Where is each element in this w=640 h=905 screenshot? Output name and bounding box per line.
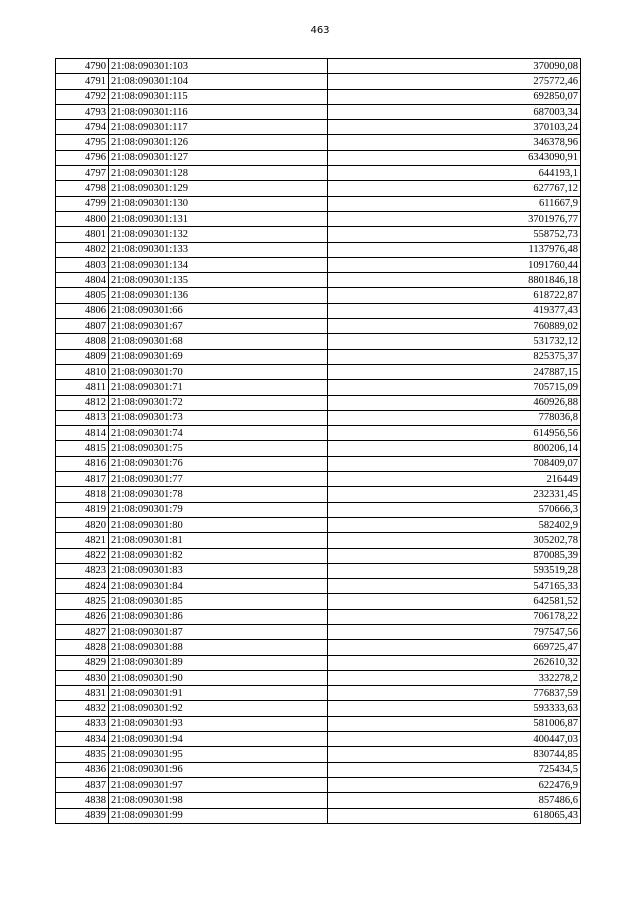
cadastral-value-cell: 346378,96 (328, 135, 581, 150)
row-number-cell: 4796 (56, 150, 109, 165)
cadastral-value-cell: 558752,73 (328, 227, 581, 242)
cadastral-number-cell: 21:08:090301:72 (109, 395, 328, 410)
row-number-cell: 4793 (56, 104, 109, 119)
cadastral-number-cell: 21:08:090301:78 (109, 487, 328, 502)
table-row (56, 257, 581, 272)
cadastral-value-cell: 216449 (328, 472, 581, 487)
table-row (56, 502, 581, 517)
cadastral-value-cell: 857486,6 (328, 793, 581, 808)
table-row (56, 364, 581, 379)
cadastral-value-cell: 622476,9 (328, 777, 581, 792)
table-row (56, 273, 581, 288)
cadastral-number-cell: 21:08:090301:77 (109, 472, 328, 487)
table-row (56, 701, 581, 716)
row-number-cell: 4831 (56, 686, 109, 701)
cadastral-value-cell: 611667,9 (328, 196, 581, 211)
cadastral-number-cell: 21:08:090301:103 (109, 59, 328, 74)
cadastral-value-cell: 687003,34 (328, 104, 581, 119)
cadastral-number-cell: 21:08:090301:89 (109, 655, 328, 670)
table-row (56, 456, 581, 471)
cadastral-number-cell: 21:08:090301:90 (109, 670, 328, 685)
cadastral-number-cell: 21:08:090301:131 (109, 211, 328, 226)
row-number-cell: 4834 (56, 732, 109, 747)
cadastral-value-cell: 669725,47 (328, 640, 581, 655)
table-row (56, 166, 581, 181)
cadastral-value-cell: 582402,9 (328, 517, 581, 532)
cadastral-value-cell: 1137976,48 (328, 242, 581, 257)
cadastral-value-cell: 232331,45 (328, 487, 581, 502)
row-number-cell: 4809 (56, 349, 109, 364)
cadastral-number-cell: 21:08:090301:67 (109, 319, 328, 334)
cadastral-value-cell: 692850,07 (328, 89, 581, 104)
row-number-cell: 4830 (56, 670, 109, 685)
cadastral-number-cell: 21:08:090301:104 (109, 74, 328, 89)
row-number-cell: 4800 (56, 211, 109, 226)
cadastral-value-cell: 6343090,91 (328, 150, 581, 165)
cadastral-value-cell: 460926,88 (328, 395, 581, 410)
table-row (56, 487, 581, 502)
row-number-cell: 4824 (56, 579, 109, 594)
cadastral-value-cell: 614956,56 (328, 426, 581, 441)
cadastral-number-cell: 21:08:090301:86 (109, 609, 328, 624)
row-number-cell: 4825 (56, 594, 109, 609)
row-number-cell: 4817 (56, 472, 109, 487)
cadastral-value-cell: 1091760,44 (328, 257, 581, 272)
table-row (56, 196, 581, 211)
row-number-cell: 4816 (56, 456, 109, 471)
cadastral-number-cell: 21:08:090301:115 (109, 89, 328, 104)
table-row (56, 426, 581, 441)
cadastral-value-cell: 262610,32 (328, 655, 581, 670)
cadastral-value-cell: 618065,43 (328, 808, 581, 823)
row-number-cell: 4833 (56, 716, 109, 731)
cadastral-value-cell: 778036,8 (328, 410, 581, 425)
cadastral-value-cell: 8801846,18 (328, 273, 581, 288)
table-row (56, 609, 581, 624)
cadastral-value-cell: 870085,39 (328, 548, 581, 563)
table-row (56, 319, 581, 334)
cadastral-number-cell: 21:08:090301:133 (109, 242, 328, 257)
table-row (56, 517, 581, 532)
cadastral-value-cell: 247887,15 (328, 364, 581, 379)
cadastral-number-cell: 21:08:090301:76 (109, 456, 328, 471)
row-number-cell: 4798 (56, 181, 109, 196)
cadastral-number-cell: 21:08:090301:73 (109, 410, 328, 425)
row-number-cell: 4837 (56, 777, 109, 792)
cadastral-value-cell: 593333,63 (328, 701, 581, 716)
table-row (56, 303, 581, 318)
cadastral-value-cell: 570666,3 (328, 502, 581, 517)
row-number-cell: 4801 (56, 227, 109, 242)
cadastral-value-cell: 618722,87 (328, 288, 581, 303)
cadastral-number-cell: 21:08:090301:75 (109, 441, 328, 456)
row-number-cell: 4795 (56, 135, 109, 150)
table-row (56, 334, 581, 349)
cadastral-number-cell: 21:08:090301:66 (109, 303, 328, 318)
row-number-cell: 4806 (56, 303, 109, 318)
cadastral-value-cell: 644193,1 (328, 166, 581, 181)
table-row (56, 211, 581, 226)
cadastral-number-cell: 21:08:090301:69 (109, 349, 328, 364)
cadastral-value-cell: 725434,5 (328, 762, 581, 777)
table-row (56, 242, 581, 257)
row-number-cell: 4791 (56, 74, 109, 89)
cadastral-number-cell: 21:08:090301:128 (109, 166, 328, 181)
table-row (56, 655, 581, 670)
table-row (56, 59, 581, 74)
table-row (56, 227, 581, 242)
table-row (56, 686, 581, 701)
cadastral-number-cell: 21:08:090301:127 (109, 150, 328, 165)
cadastral-number-cell: 21:08:090301:68 (109, 334, 328, 349)
row-number-cell: 4827 (56, 624, 109, 639)
row-number-cell: 4820 (56, 517, 109, 532)
cadastral-number-cell: 21:08:090301:71 (109, 380, 328, 395)
cadastral-number-cell: 21:08:090301:82 (109, 548, 328, 563)
row-number-cell: 4822 (56, 548, 109, 563)
cadastral-number-cell: 21:08:090301:116 (109, 104, 328, 119)
row-number-cell: 4812 (56, 395, 109, 410)
table-row (56, 410, 581, 425)
cadastral-number-cell: 21:08:090301:97 (109, 777, 328, 792)
cadastral-value-cell: 708409,07 (328, 456, 581, 471)
table-row (56, 670, 581, 685)
cadastral-value-cell: 800206,14 (328, 441, 581, 456)
cadastral-number-cell: 21:08:090301:132 (109, 227, 328, 242)
table-row (56, 533, 581, 548)
cadastral-value-cell: 275772,46 (328, 74, 581, 89)
row-number-cell: 4818 (56, 487, 109, 502)
cadastral-number-cell: 21:08:090301:74 (109, 426, 328, 441)
table-row (56, 104, 581, 119)
cadastral-number-cell: 21:08:090301:80 (109, 517, 328, 532)
cadastral-number-cell: 21:08:090301:88 (109, 640, 328, 655)
table-row (56, 793, 581, 808)
table-row (56, 548, 581, 563)
table-row (56, 732, 581, 747)
table-row (56, 808, 581, 823)
row-number-cell: 4811 (56, 380, 109, 395)
cadastral-number-cell: 21:08:090301:83 (109, 563, 328, 578)
cadastral-value-cell: 760889,02 (328, 319, 581, 334)
cadastral-number-cell: 21:08:090301:95 (109, 747, 328, 762)
cadastral-number-cell: 21:08:090301:136 (109, 288, 328, 303)
cadastral-value-cell: 627767,12 (328, 181, 581, 196)
cadastral-value-cell: 332278,2 (328, 670, 581, 685)
table-row (56, 624, 581, 639)
row-number-cell: 4815 (56, 441, 109, 456)
row-number-cell: 4792 (56, 89, 109, 104)
row-number-cell: 4804 (56, 273, 109, 288)
table-row (56, 135, 581, 150)
row-number-cell: 4838 (56, 793, 109, 808)
row-number-cell: 4839 (56, 808, 109, 823)
cadastral-number-cell: 21:08:090301:81 (109, 533, 328, 548)
row-number-cell: 4810 (56, 364, 109, 379)
cadastral-value-cell: 830744,85 (328, 747, 581, 762)
row-number-cell: 4790 (56, 59, 109, 74)
table-row (56, 74, 581, 89)
cadastral-number-cell: 21:08:090301:117 (109, 120, 328, 135)
cadastral-number-cell: 21:08:090301:70 (109, 364, 328, 379)
table-row (56, 594, 581, 609)
page-number: 463 (310, 25, 330, 36)
table-row (56, 762, 581, 777)
cadastral-value-cell: 370090,08 (328, 59, 581, 74)
cadastral-value-cell: 3701976,77 (328, 211, 581, 226)
cadastral-number-cell: 21:08:090301:91 (109, 686, 328, 701)
cadastral-value-cell: 531732,12 (328, 334, 581, 349)
row-number-cell: 4821 (56, 533, 109, 548)
row-number-cell: 4835 (56, 747, 109, 762)
table-row (56, 579, 581, 594)
row-number-cell: 4814 (56, 426, 109, 441)
table-row (56, 349, 581, 364)
table-row (56, 640, 581, 655)
row-number-cell: 4826 (56, 609, 109, 624)
row-number-cell: 4836 (56, 762, 109, 777)
cadastral-number-cell: 21:08:090301:135 (109, 273, 328, 288)
cadastral-number-cell: 21:08:090301:94 (109, 732, 328, 747)
cadastral-value-cell: 776837,59 (328, 686, 581, 701)
row-number-cell: 4794 (56, 120, 109, 135)
table-row (56, 395, 581, 410)
table-row (56, 563, 581, 578)
table-body (56, 59, 581, 824)
row-number-cell: 4799 (56, 196, 109, 211)
cadastral-number-cell: 21:08:090301:79 (109, 502, 328, 517)
cadastral-number-cell: 21:08:090301:134 (109, 257, 328, 272)
cadastral-number-cell: 21:08:090301:87 (109, 624, 328, 639)
row-number-cell: 4832 (56, 701, 109, 716)
cadastral-number-cell: 21:08:090301:92 (109, 701, 328, 716)
table-row (56, 716, 581, 731)
table-row (56, 150, 581, 165)
cadastral-number-cell: 21:08:090301:98 (109, 793, 328, 808)
row-number-cell: 4828 (56, 640, 109, 655)
cadastral-value-cell: 593519,28 (328, 563, 581, 578)
row-number-cell: 4813 (56, 410, 109, 425)
cadastral-value-cell: 547165,33 (328, 579, 581, 594)
cadastral-value-cell: 825375,37 (328, 349, 581, 364)
cadastral-value-cell: 400447,03 (328, 732, 581, 747)
row-number-cell: 4819 (56, 502, 109, 517)
row-number-cell: 4805 (56, 288, 109, 303)
cadastral-value-cell: 797547,56 (328, 624, 581, 639)
cadastral-value-cell: 370103,24 (328, 120, 581, 135)
cadastral-value-cell: 642581,52 (328, 594, 581, 609)
cadastral-number-cell: 21:08:090301:130 (109, 196, 328, 211)
row-number-cell: 4808 (56, 334, 109, 349)
row-number-cell: 4797 (56, 166, 109, 181)
table-row (56, 747, 581, 762)
cadastral-value-cell: 705715,09 (328, 380, 581, 395)
table-row (56, 181, 581, 196)
cadastral-value-cell: 305202,78 (328, 533, 581, 548)
table-row (56, 288, 581, 303)
table-row (56, 89, 581, 104)
cadastral-number-cell: 21:08:090301:126 (109, 135, 328, 150)
cadastral-number-cell: 21:08:090301:99 (109, 808, 328, 823)
row-number-cell: 4823 (56, 563, 109, 578)
cadastral-value-cell: 581006,87 (328, 716, 581, 731)
cadastral-number-cell: 21:08:090301:96 (109, 762, 328, 777)
cadastral-number-cell: 21:08:090301:129 (109, 181, 328, 196)
row-number-cell: 4803 (56, 257, 109, 272)
cadastral-number-cell: 21:08:090301:93 (109, 716, 328, 731)
cadastral-value-cell: 419377,43 (328, 303, 581, 318)
cadastral-value-cell: 706178,22 (328, 609, 581, 624)
table-row (56, 472, 581, 487)
table-row (56, 777, 581, 792)
cadastral-value-table (55, 58, 581, 824)
table-row (56, 380, 581, 395)
row-number-cell: 4802 (56, 242, 109, 257)
row-number-cell: 4829 (56, 655, 109, 670)
cadastral-number-cell: 21:08:090301:85 (109, 594, 328, 609)
row-number-cell: 4807 (56, 319, 109, 334)
table-row (56, 120, 581, 135)
table-row (56, 441, 581, 456)
cadastral-number-cell: 21:08:090301:84 (109, 579, 328, 594)
